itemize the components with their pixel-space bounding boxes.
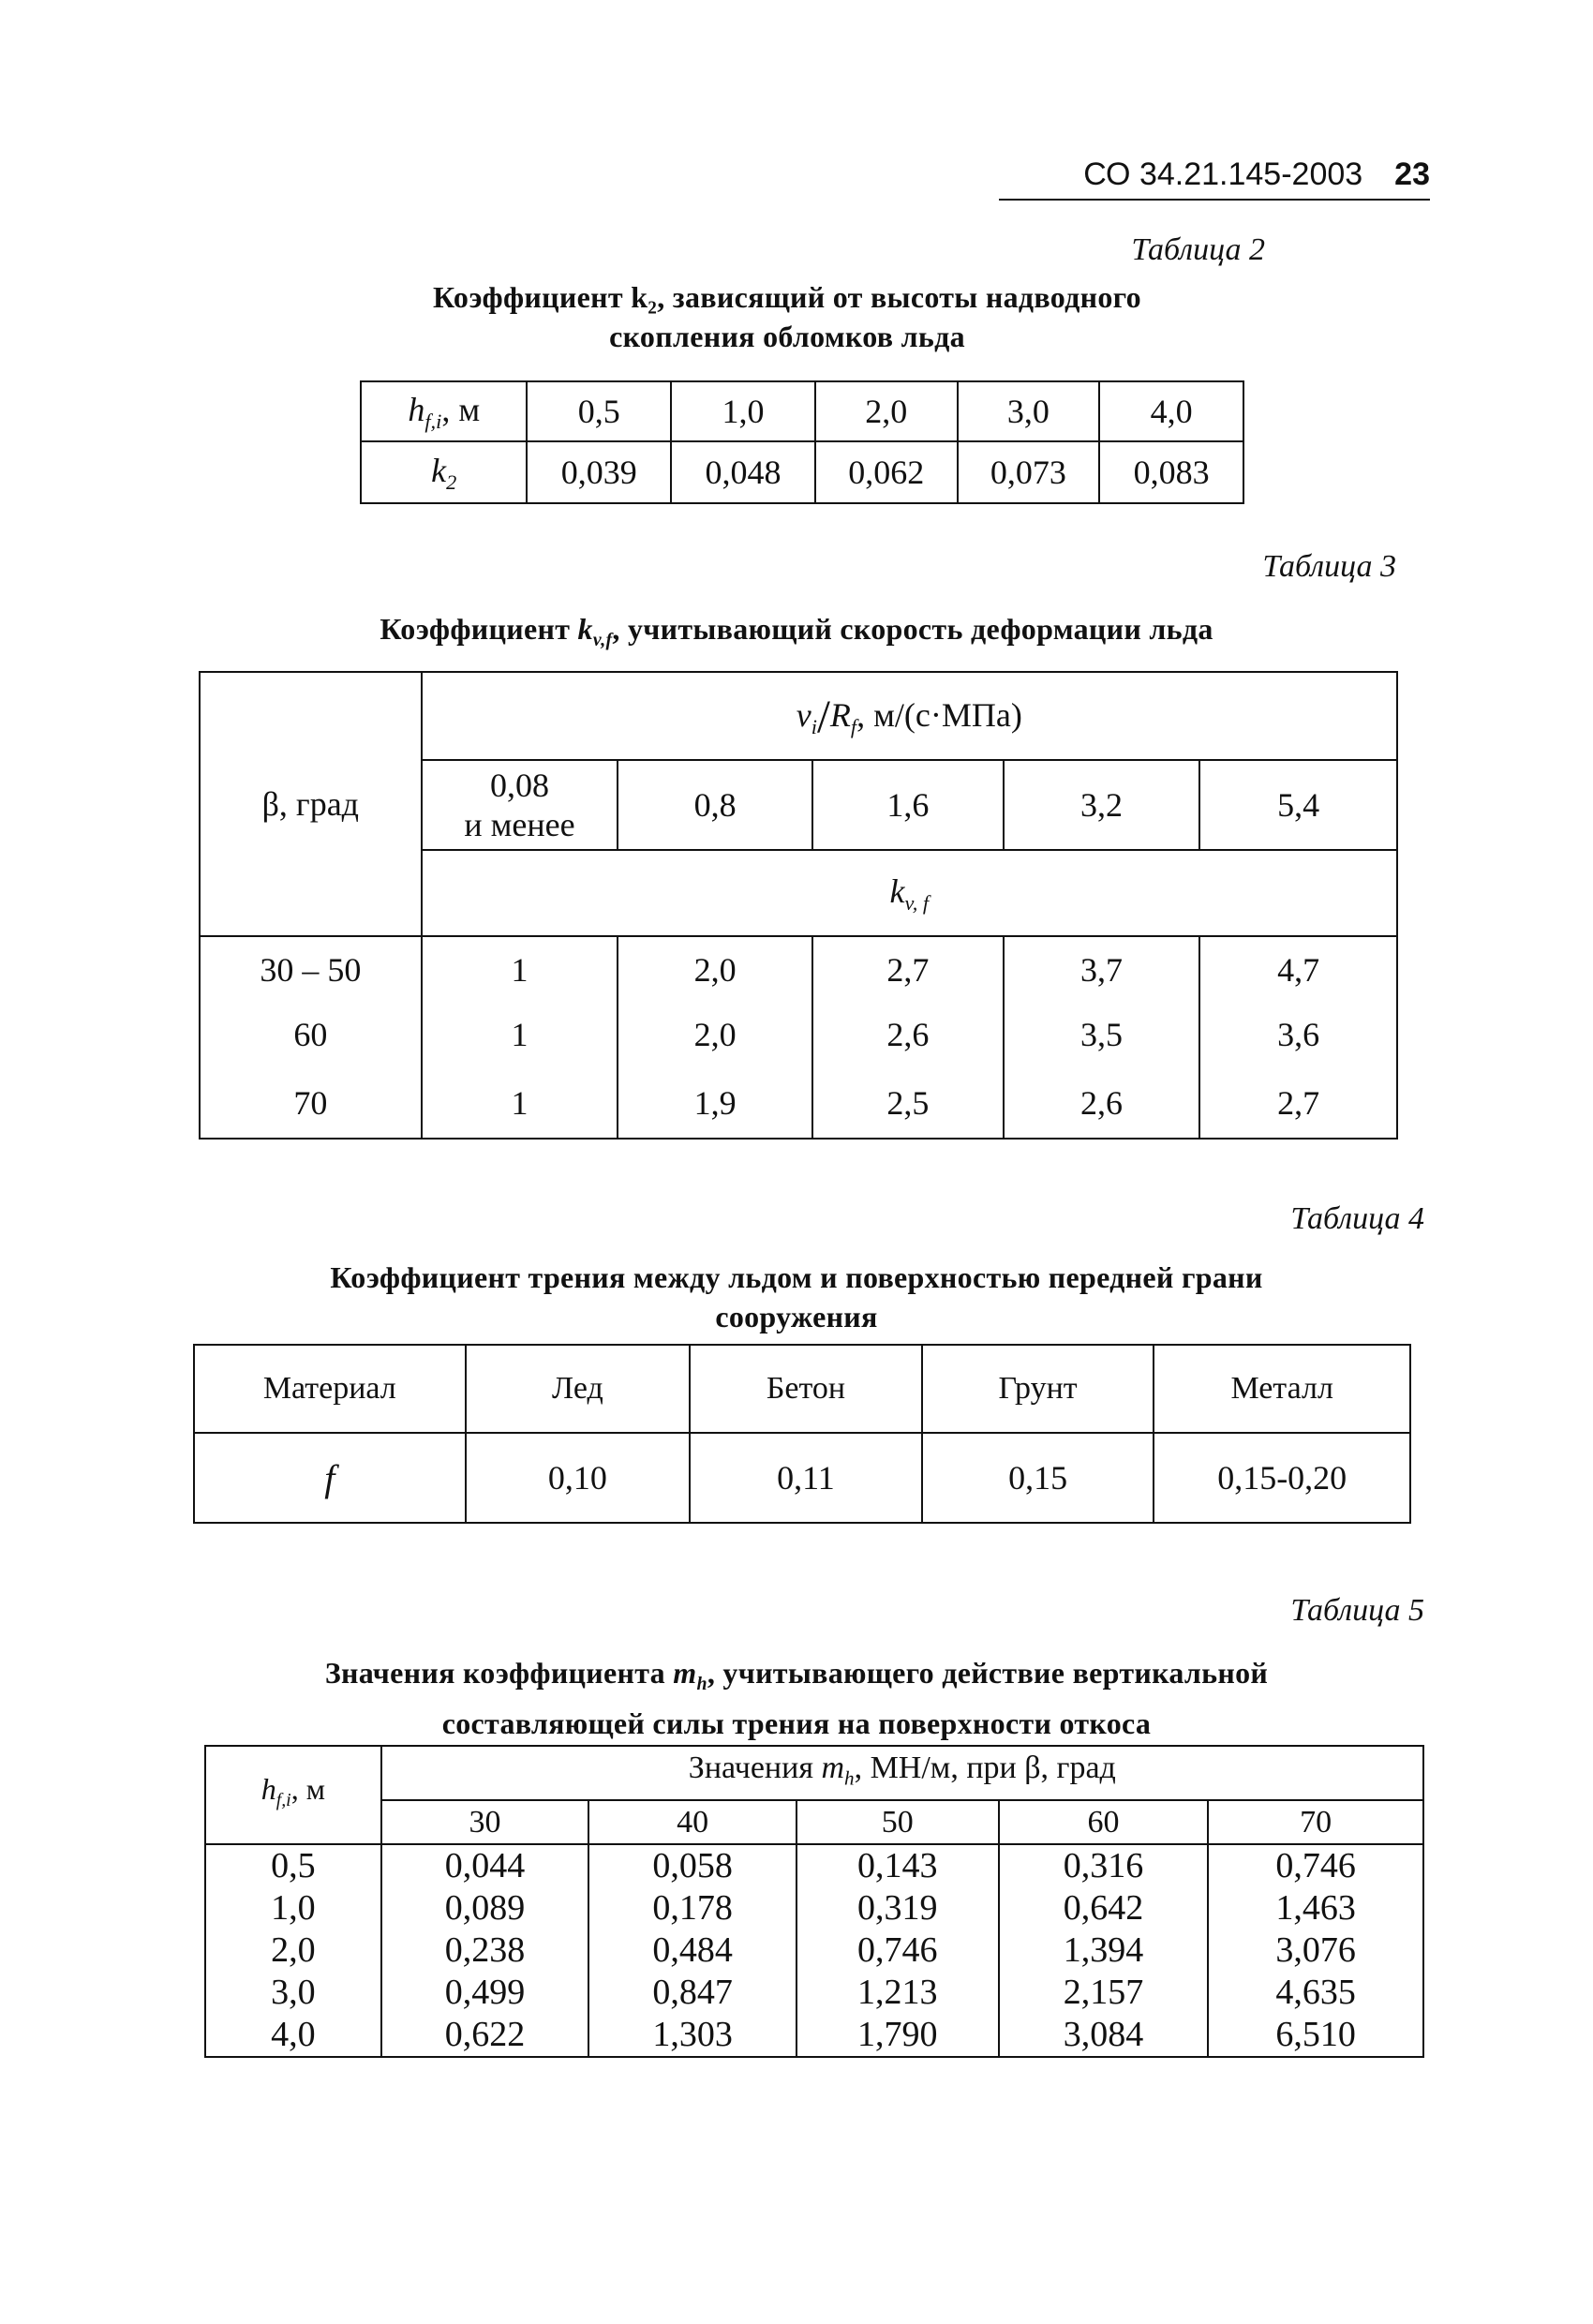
table2-title-line2: скопления обломков льда <box>609 320 965 353</box>
table5-title <box>187 1653 1406 1743</box>
table2-head-h: $h_{f,i}$, м <box>361 381 527 441</box>
table5-cell: 0,178 <box>588 1887 796 1929</box>
table2-cell: 2,0 <box>815 381 958 441</box>
table2-cell: 0,062 <box>815 441 958 503</box>
table5-beta: 70 <box>1208 1800 1423 1844</box>
table3-cell: 1 <box>422 936 618 1002</box>
table5-cell: 0,746 <box>1208 1844 1423 1887</box>
table5-row-betas <box>205 1800 1423 1844</box>
table2-cell: 1,0 <box>671 381 815 441</box>
table2-cell: 0,048 <box>671 441 815 503</box>
table3-head-speed: $v_i/R_f$, м/(с·МПа) <box>422 672 1397 760</box>
table3-cell: 2,6 <box>1004 1067 1200 1139</box>
table5-cell: 0,622 <box>381 2014 589 2057</box>
table5-height: 2,0 <box>205 1929 381 1972</box>
table3-label: Таблица 3 <box>1262 549 1396 584</box>
table3-speed: 1,6 <box>812 760 1004 850</box>
table5-cell: 0,642 <box>999 1887 1209 1929</box>
table2-title-line1: Коэффициент k₂, зависящий от высоты надводного <box>433 280 1141 314</box>
table4-head-f: f <box>194 1433 466 1523</box>
table5-title-line1: Значения коэффициента $m_h$, учитывающего действие вертикальной <box>324 1656 1269 1694</box>
table4-cell: 0,10 <box>466 1433 691 1523</box>
table5-cell: 0,238 <box>381 1929 589 1972</box>
table-row <box>200 1002 1397 1067</box>
table5-height: 0,5 <box>205 1844 381 1887</box>
table3-cell: 1,9 <box>618 1067 812 1139</box>
table5-beta: 30 <box>381 1800 589 1844</box>
document-code: СО 34.21.145-2003 <box>1083 156 1363 192</box>
table4-cell: 0,11 <box>690 1433 922 1523</box>
table2-cell: 0,039 <box>527 441 671 503</box>
table-row <box>200 936 1397 1002</box>
table-row <box>200 1067 1397 1139</box>
table5-cell: 1,790 <box>796 2014 999 2057</box>
table5-cell: 0,058 <box>588 1844 796 1887</box>
table5-beta: 40 <box>588 1800 796 1844</box>
table5-cell: 0,499 <box>381 1972 589 2014</box>
table4 <box>193 1344 1411 1524</box>
table4-cell: 0,15-0,20 <box>1154 1433 1410 1523</box>
table3-cell: 1 <box>422 1067 618 1139</box>
table-row <box>205 1887 1423 1929</box>
table3-cell: 2,5 <box>812 1067 1004 1139</box>
table5-label: Таблица 5 <box>1290 1593 1424 1628</box>
table3-cell: 3,6 <box>1199 1002 1397 1067</box>
table2-head-k2: $k_2$ <box>361 441 527 503</box>
table4-material: Лед <box>466 1345 691 1433</box>
table3 <box>199 671 1398 1140</box>
table3-speed: 5,4 <box>1199 760 1397 850</box>
table3-title: Коэффициент $k_{v,f}$, учитывающий скорость деформации льда <box>380 612 1213 650</box>
table3-speed: 0,8 <box>618 760 812 850</box>
table4-material: Металл <box>1154 1345 1410 1433</box>
table5-height: 3,0 <box>205 1972 381 2014</box>
table5-cell: 1,463 <box>1208 1887 1423 1929</box>
table4-material: Грунт <box>922 1345 1154 1433</box>
table5-head-group: Значения $m_h$, МН/м, при β, град <box>381 1746 1423 1800</box>
table3-speed: 3,2 <box>1004 760 1200 850</box>
table2 <box>360 380 1244 504</box>
table2-title <box>281 277 1293 356</box>
table2-cell: 0,073 <box>958 441 1100 503</box>
table4-cell: 0,15 <box>922 1433 1154 1523</box>
table5-cell: 0,484 <box>588 1929 796 1972</box>
table3-head-beta: β, град <box>200 672 422 936</box>
page-header <box>999 157 1430 201</box>
table4-title-line2: сооружения <box>715 1300 878 1333</box>
table3-beta: 60 <box>200 1002 422 1067</box>
table-row <box>205 2014 1423 2057</box>
table5-title-line2: составляющей силы трения на поверхности откоса <box>441 1706 1152 1740</box>
table5-beta: 60 <box>999 1800 1209 1844</box>
table5-cell: 0,143 <box>796 1844 999 1887</box>
table2-cell: 0,5 <box>527 381 671 441</box>
table2-cell: 4,0 <box>1099 381 1243 441</box>
table3-speed: 0,08 и менее <box>422 760 618 850</box>
table4-label: Таблица 4 <box>1290 1201 1424 1236</box>
table5-cell: 0,847 <box>588 1972 796 2014</box>
table5-head-h: $h_{f,i}$, м <box>205 1746 381 1844</box>
table5-height: 1,0 <box>205 1887 381 1929</box>
table5-height: 4,0 <box>205 2014 381 2057</box>
table5-cell: 4,635 <box>1208 1972 1423 2014</box>
table2-row-k2 <box>361 441 1243 503</box>
table5-beta: 50 <box>796 1800 999 1844</box>
table5-cell: 6,510 <box>1208 2014 1423 2057</box>
table3-cell: 2,6 <box>812 1002 1004 1067</box>
table3-cell: 1 <box>422 1002 618 1067</box>
table4-head-material: Материал <box>194 1345 466 1433</box>
table4-row-materials <box>194 1345 1410 1433</box>
table3-cell: 2,0 <box>618 936 812 1002</box>
table5-cell: 2,157 <box>999 1972 1209 2014</box>
table3-head-k: $k_{v, f}$ <box>422 850 1397 936</box>
table2-label: Таблица 2 <box>1131 232 1265 267</box>
table4-material: Бетон <box>690 1345 922 1433</box>
table2-cell: 3,0 <box>958 381 1100 441</box>
table5-cell: 0,089 <box>381 1887 589 1929</box>
table3-cell: 2,7 <box>812 936 1004 1002</box>
table-row <box>205 1929 1423 1972</box>
table-row <box>205 1844 1423 1887</box>
table3-cell: 2,0 <box>618 1002 812 1067</box>
table5-cell: 3,084 <box>999 2014 1209 2057</box>
table5-cell: 1,303 <box>588 2014 796 2057</box>
table5-cell: 0,746 <box>796 1929 999 1972</box>
table2-cell: 0,083 <box>1099 441 1243 503</box>
table5-cell: 0,319 <box>796 1887 999 1929</box>
table5-cell: 0,316 <box>999 1844 1209 1887</box>
table5-cell: 0,044 <box>381 1844 589 1887</box>
table3-beta: 30 – 50 <box>200 936 422 1002</box>
table-row <box>205 1972 1423 2014</box>
page-number: 23 <box>1394 156 1430 192</box>
table3-cell: 2,7 <box>1199 1067 1397 1139</box>
table3-beta: 70 <box>200 1067 422 1139</box>
table5-cell: 1,394 <box>999 1929 1209 1972</box>
table5-cell: 3,076 <box>1208 1929 1423 1972</box>
table3-cell: 3,5 <box>1004 1002 1200 1067</box>
table5-cell: 1,213 <box>796 1972 999 2014</box>
table4-row-values <box>194 1433 1410 1523</box>
table4-title <box>187 1258 1406 1336</box>
table3-cell: 4,7 <box>1199 936 1397 1002</box>
table4-title-line1: Коэффициент трения между льдом и поверхностью передней грани <box>330 1260 1263 1294</box>
table5 <box>204 1745 1424 2058</box>
table2-row-heights <box>361 381 1243 441</box>
table3-cell: 3,7 <box>1004 936 1200 1002</box>
